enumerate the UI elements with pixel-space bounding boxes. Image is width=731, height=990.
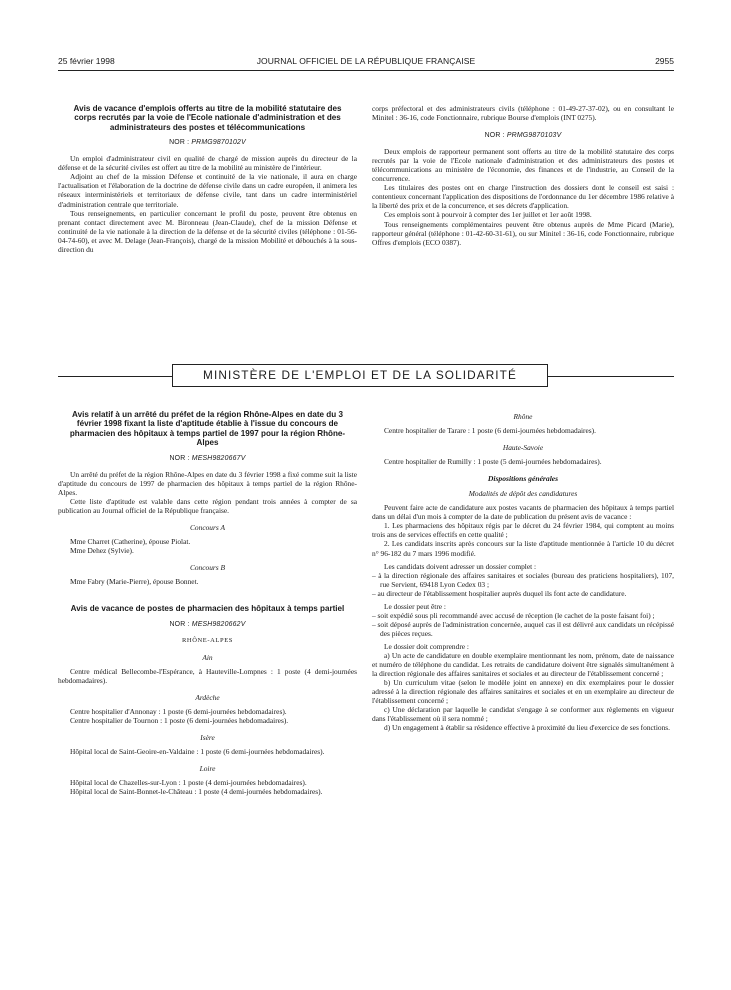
nor-label: NOR : xyxy=(484,132,505,140)
department-heading: Isère xyxy=(200,732,215,742)
ministry-banner: MINISTÈRE DE L'EMPLOI ET DE LA SOLIDARITÉ xyxy=(172,364,548,387)
paragraph: Les titulaires des postes ont en charge l'instruction des dossiers dont le conseil est saisi : contentieux concernant l'application des dispositions de l'ordonnance du 1er décembre 1986 relative à la liberté des prix et de la concurrence, et ses décrets d'application. xyxy=(372,183,674,211)
list-item: Hôpital local de Saint-Geoire-en-Valdaine : 1 poste (6 demi-journées hebdomadaires). xyxy=(70,746,325,756)
nor-label: NOR : xyxy=(169,454,190,462)
list-item: – à la direction régionale des affaires sanitaires et sociales (bureau des praticiens hospitaliers), 107, rue Servient, 69418 Lyon Cedex 03 ; xyxy=(372,570,674,589)
paragraph: Le dossier doit comprendre : xyxy=(384,641,469,651)
paragraph: Adjoint au chef de la mission Défense et continuité de la vie nationale, il aura en charge l'actualisation et l'élaboration de la doctrine de défense civile dans un cadre européen, il animera les réseaux interministériels et territoriaux de défense civile, tant dans un cadre interministériel d'administration centrale que territoriale. xyxy=(58,172,357,209)
list-item: – au directeur de l'établissement hospitalier auprès duquel ils font acte de candidature. xyxy=(372,588,627,598)
notice1-nor xyxy=(58,138,357,147)
notice-pharmaciens-continued xyxy=(372,410,674,732)
notice-mobilite-section xyxy=(58,104,357,254)
notice1-title: Avis de vacance d'emplois offerts au titre de la mobilité statutaire des corps recrutés par la voie de l'Ecole nationale d'administration et des administrateurs des postes et télécommunications xyxy=(73,104,342,132)
notice2-nor xyxy=(372,131,674,140)
nor-code: MESH9820662V xyxy=(191,620,246,628)
header-date: 25 février 1998 xyxy=(58,56,115,66)
paragraph: Peuvent faire acte de candidature aux postes vacants de pharmacien des hôpitaux à temps partiel dans un délai d'un mois à compter de la date de publication du présent avis de vacance : xyxy=(372,503,674,522)
paragraph: corps préfectoral et des administrateurs civils (téléphone : 01-49-27-37-02), ou en consultant le Minitel : 36-16, code Fonctionnaire, rubrique Bourse d'emplois (INT 0275). xyxy=(372,104,674,123)
paragraph: Tous renseignements, en particulier concernant le profil du poste, peuvent être obtenus en prenant contact directement avec M. Bironneau (Jean-Claude), chef de la mission Défense et continuité de la vie nationale à la direction de la défense et de la sécurité civiles (téléphone : 01-56-04-74-60), et avec M. Delage (Jean-François), chargé de la mission Mobilité et débouchés à la sous-direction du xyxy=(58,208,357,254)
notice3-title: Avis relatif à un arrêté du préfet de la région Rhône-Alpes en date du 3 février 1998 fixant la liste d'aptitude établie à l'issue du concours de pharmacien des hôpitaux à temps partiel de 1997 pour la région Rhône-Alpes xyxy=(69,410,346,448)
nor-label: NOR : xyxy=(169,139,190,147)
list-item: d) Un engagement à établir sa résidence effective à proximité du lieu d'exercice de ses fonctions. xyxy=(384,723,671,733)
paragraph: Le dossier peut être : xyxy=(384,601,446,611)
ministry-rule-right xyxy=(548,376,674,377)
notice4-title: Avis de vacance de postes de pharmacien des hôpitaux à temps partiel xyxy=(70,604,345,614)
list-item: Mme Charret (Catherine), épouse Piolat. xyxy=(70,536,191,546)
concours-a-heading: Concours A xyxy=(190,522,225,532)
nor-code: MESH9820667V xyxy=(191,454,246,462)
modalites-heading: Modalités de dépôt des candidatures xyxy=(468,489,578,499)
paragraph: 1. Les pharmaciens des hôpitaux régis par le décret du 24 février 1984, qui comptent au moins trois ans de services effectifs en cette qualité ; xyxy=(372,521,674,540)
list-item: Hôpital local de Chazelles-sur-Lyon : 1 poste (4 demi-journées hebdomadaires). xyxy=(70,778,307,788)
paragraph: 2. Les candidats inscrits après concours sur la liste d'aptitude mentionnée à l'article 10 du décret n° 96-182 du 7 mars 1996 modifié. xyxy=(372,539,674,558)
list-item: Centre hospitalier de Tarare : 1 poste (6 demi-journées hebdomadaires). xyxy=(384,426,596,436)
list-item: b) Un curriculum vitae (selon le modèle joint en annexe) en dix exemplaires pour le dossier adressé à la direction régionale des affaires sanitaires et sociales et en un exemplaire au directeur de l'établissement concerné ; xyxy=(372,678,674,706)
paragraph: Ces emplois sont à pourvoir à compter des 1er juillet et 1er août 1998. xyxy=(384,210,592,220)
nor-code: PRMG9870103V xyxy=(506,132,562,140)
department-heading: Rhône xyxy=(513,412,533,421)
list-item: Hôpital local de Saint-Bonnet-le-Château : 1 poste (4 demi-journées hebdomadaires). xyxy=(70,787,323,797)
header-journal-title: JOURNAL OFFICIEL DE LA RÉPUBLIQUE FRANÇAISE xyxy=(256,56,476,66)
list-item: Centre médical Bellecombe-l'Espérance, à Hauteville-Lompnes : 1 poste (4 demi-journées hebdomadaires). xyxy=(58,666,357,685)
paragraph: Deux emplois de rapporteur permanent sont offerts au titre de la mobilité statutaire des corps recrutés par la voie de l'Ecole nationale d'administration et des administrateurs des postes et télécommunications au ministère de l'économie, des finances et de l'industrie, au Conseil de la concurrence. xyxy=(372,147,674,184)
department-heading: Loire xyxy=(199,764,216,774)
paragraph: Cette liste d'aptitude est valable dans cette région pendant trois années à compter de sa publication au Journal officiel de la République française. xyxy=(58,496,357,515)
list-item: Centre hospitalier d'Annonay : 1 poste (6 demi-journées hebdomadaires). xyxy=(70,706,287,716)
notice-rapporteur-section xyxy=(372,104,674,247)
list-item: c) Une déclaration par laquelle le candidat s'engage à se conformer aux règlements en vigueur dans l'établissement où il sera nommé ; xyxy=(372,705,674,724)
header-page-number: 2955 xyxy=(655,56,674,66)
header-divider xyxy=(58,70,674,71)
dispositions-heading: Dispositions générales xyxy=(487,474,559,484)
region-heading: RHÔNE-ALPES xyxy=(181,636,234,644)
notice3-nor xyxy=(58,454,357,463)
list-item: Centre hospitalier de Rumilly : 1 poste (5 demi-journées hebdomadaires). xyxy=(384,457,602,467)
page-header xyxy=(58,56,674,70)
paragraph: Un emploi d'administrateur civil en qualité de chargé de mission auprès du directeur de la défense et de la sécurité civiles est offert au titre de la mobilité au ministère de l'intérieur. xyxy=(58,154,357,173)
department-heading: Ain xyxy=(202,652,213,662)
nor-code: PRMG9870102V xyxy=(191,139,246,147)
ministry-rule-left xyxy=(58,376,172,377)
list-item: a) Un acte de candidature en double exemplaire mentionnant les nom, prénom, date de naissance et numéro de téléphone du candidat. Les retraits de candidature doivent être signalés simultanément à la direction régionale des affaires sanitaires et sociales et au directeur de l'établissement concerné ; xyxy=(372,650,674,679)
paragraph: Les candidats doivent adresser un dossier complet : xyxy=(384,561,537,571)
department-heading: Ardèche xyxy=(195,692,220,702)
notice-pharmaciens-section xyxy=(58,410,357,796)
paragraph: Un arrêté du préfet de la région Rhône-Alpes en date du 3 février 1998 a fixé comme suit la liste d'aptitude du concours de 1997 de pharmacien des hôpitaux à temps partiel de la région Rhône-Alpes. xyxy=(58,469,357,497)
list-item: Mme Fabry (Marie-Pierre), épouse Bonnet. xyxy=(70,577,199,587)
list-item: – soit expédié sous pli recommandé avec accusé de réception (le cachet de la poste faisant foi) ; xyxy=(372,610,655,620)
list-item: Centre hospitalier de Tournon : 1 poste (6 demi-journées hebdomadaires). xyxy=(70,715,289,725)
concours-b-heading: Concours B xyxy=(189,563,226,573)
nor-label: NOR : xyxy=(169,620,190,628)
notice4-nor xyxy=(58,620,357,629)
list-item: – soit déposé auprès de l'administration concernée, auquel cas il est délivré aux candidats un récépissé des pièces reçues. xyxy=(372,619,674,638)
list-item: Mme Dehez (Sylvie). xyxy=(70,546,134,555)
paragraph: Tous renseignements complémentaires peuvent être obtenus auprès de Mme Picard (Marie), rapporteur général (téléphone : 01-42-60-31-61), ou sur Minitel : 36-16, code Fonctionnaire, rubrique Offres d'emplois (ECO 0387). xyxy=(372,219,674,247)
department-heading: Haute-Savoie xyxy=(502,443,544,453)
